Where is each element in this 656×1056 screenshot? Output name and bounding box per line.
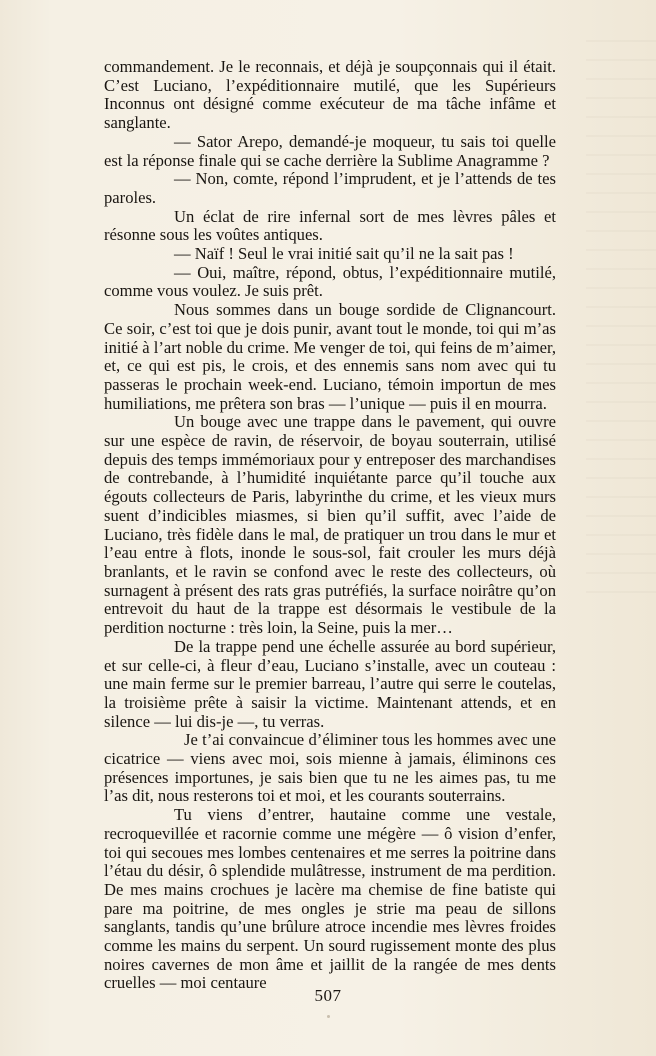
body-text <box>104 58 556 993</box>
show-through-text <box>586 40 656 600</box>
paragraph-4: Un éclat de rire infernal sort de mes lèvres pâles et résonne sous les voûtes antiques. <box>104 206 556 245</box>
paragraph-3: — Non, comte, répond l’imprudent, et je l’attends de tes paroles. <box>104 169 556 207</box>
paragraph-7: Nous sommes dans un bouge sordide de Clignancourt. Ce soir, c’est toi que je dois punir, avant tout le monde, toi qui m’as initié à l’art noble du crime. Me venger de toi, qui feins de m’aimer, et, ce qui est pis, le crois, et des ennemis sans nom avec qui tu passeras le prochain week-end. Luciano, témoin importun de mes humiliations, me prêtera son bras — l’unique — puis il en mourra. <box>104 300 556 413</box>
paragraph-6: — Oui, maître, répond, obtus, l’expéditionnaire mutilé, comme vous voulez. Je suis prêt. <box>104 262 556 301</box>
paragraph-9: De la trappe pend une échelle assurée au bord supérieur, et sur celle-ci, à fleur d’eau, Luciano s’installe, avec un couteau : une main ferme sur le premier barreau, l’autre qui serre le coutelas, la troisième prête à saisir la victime. Maintenant attends, et en silence — lui dis-je —, tu verras. <box>104 636 556 731</box>
paragraph-1: commandement. Je le reconnais, et déjà je soupçonnais qui il était. C’est Luciano, l’expéditionnaire mutilé, que les Supérieurs Inconnus ont désigné comme exécuteur de ma tâche infâme et sanglante. <box>104 57 556 133</box>
paragraph-5: — Naïf ! Seul le vrai initié sait qu’il ne la sait pas ! <box>174 244 514 264</box>
paragraph-11: Tu viens d’entrer, hautaine comme une vestale, recroquevillée et racornie comme une mégère — ô vision d’enfer, toi qui secoues mes lombes centenaires et me serres la poitrine dans l’étau du désir, ô splendide mulâtresse, instrument de ma perdition. De mes mains crochues je lacère ma chemise de fine batiste qui pare ma poitrine, de mes ongles je strie ma peau de sillons sanglants, tandis qu’une brûlure atroce incendie mes lèvres froides comme les mains du serpent. Un sourd rugissement monte des plus noires cavernes de mon âme et jaillit de la rangée de mes dents cruelles — moi centaure <box>104 805 556 993</box>
print-mark <box>327 1015 330 1018</box>
paragraph-2: — Sator Arepo, demandé-je moqueur, tu sais toi quelle est la réponse finale qui se cache derrière la Sublime Anagramme ? <box>104 131 556 170</box>
paragraph-8: Un bouge avec une trappe dans le pavement, qui ouvre sur une espèce de ravin, de réservoir, de boyau souterrain, utilisé depuis des temps immémoriaux pour y entreposer des marchandises de contrebande, à l’humidité inquiétante parce qu’il touche aux égouts collecteurs de Paris, labyrinthe du crime, et les vieux murs suent d’indicibles miasmes, si bien qu’il suffit, avec l’aide de Luciano, très fidèle dans le mal, de pratiquer un trou dans le mur et l’eau entre à flots, inonde le sous-sol, fait crouler les murs déjà branlants, et le ravin se confond avec le reste des collecteurs, où surnagent à présent des rats gras putréfiés, la surface noirâtre qu’on entrevoit du haut de la trappe est désormais le vestibule de la perdition nocturne : très loin, la Seine, puis la mer… <box>104 412 556 638</box>
page-number: 507 <box>314 986 342 1005</box>
paragraph-10: Je t’ai convaincue d’éliminer tous les hommes avec une cicatrice — viens avec moi, sois mienne à jamais, éliminons ces présences importunes, je sais bien que tu ne les aimes pas, tu me l’as dit, nous resterons toi et moi, et les courants souterrains. <box>104 730 556 806</box>
